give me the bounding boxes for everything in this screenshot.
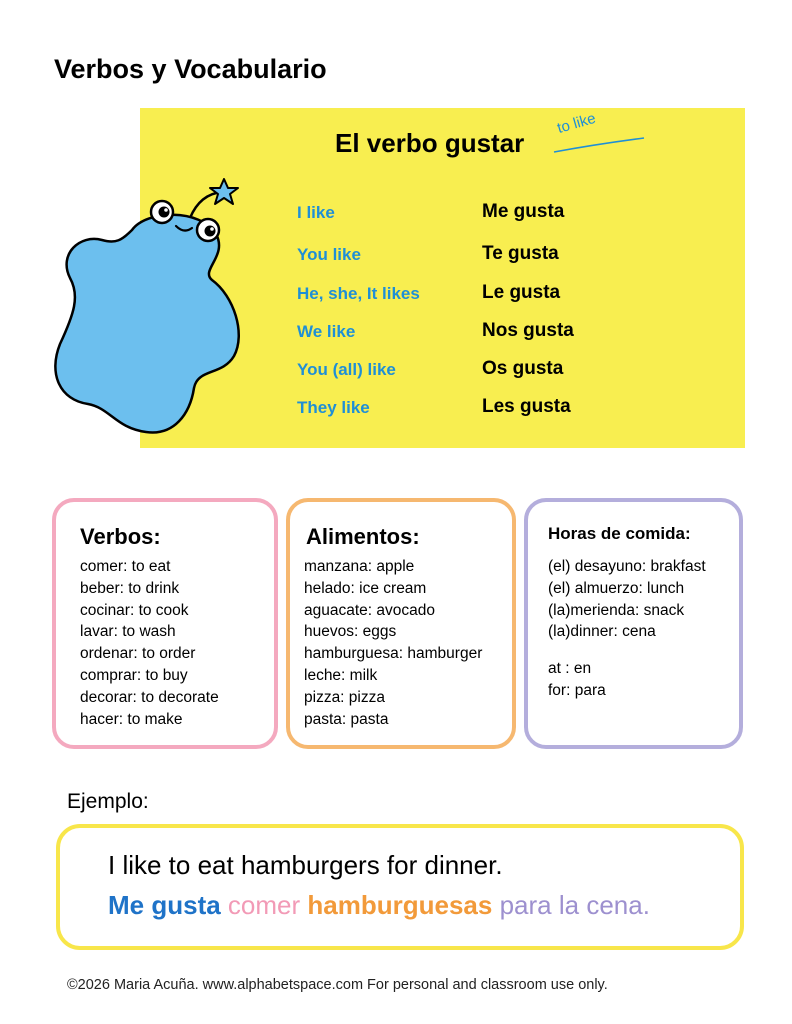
list-item: hamburguesa: hamburger — [304, 645, 483, 663]
spanish-form: Les gusta — [482, 396, 571, 417]
alimentos-list — [304, 556, 482, 730]
to-like-underline — [552, 136, 647, 156]
horas-card — [524, 498, 743, 749]
english-form: You (all) like — [297, 360, 396, 379]
list-item: leche: milk — [304, 666, 378, 684]
list-item: cocinar: to cook — [80, 601, 189, 619]
footer-copyright: ©2026 Maria Acuña. www.alphabetspace.com For personal and classroom use only. — [67, 977, 608, 993]
example-word-me-gusta: Me gusta — [108, 890, 221, 920]
spanish-form: Le gusta — [482, 282, 561, 303]
alimentos-title: Alimentos: — [306, 524, 420, 549]
list-item: helado: ice cream — [304, 579, 427, 597]
horas-title: Horas de comida: — [548, 524, 691, 543]
list-item: (el) almuerzo: lunch — [548, 579, 685, 597]
verbos-title: Verbos: — [80, 524, 161, 549]
ejemplo-label: Ejemplo: — [67, 790, 149, 813]
example-word-para-la-cena: para la cena. — [499, 890, 650, 920]
english-form: I like — [297, 203, 335, 222]
list-item: for: para — [548, 681, 606, 699]
list-item: (el) desayuno: brakfast — [548, 558, 706, 575]
example-spanish — [108, 890, 650, 921]
verbos-card — [52, 498, 278, 749]
blob-mascot-icon — [50, 178, 250, 440]
star-icon — [210, 179, 238, 204]
list-item: aguacate: avocado — [304, 601, 435, 619]
list-item: beber: to drink — [80, 579, 180, 597]
example-word-hamburguesas: hamburguesas — [307, 890, 493, 920]
list-item: huevos: eggs — [304, 623, 397, 641]
list-item: (la)merienda: snack — [548, 601, 685, 619]
list-item: (la)dinner: cena — [548, 623, 656, 641]
page-title: Verbos y Vocabulario — [54, 54, 327, 84]
english-form: You like — [297, 245, 361, 264]
example-box — [56, 824, 744, 950]
list-item: lavar: to wash — [80, 623, 176, 641]
to-like-annotation: to like — [555, 109, 598, 137]
list-item: manzana: apple — [304, 558, 415, 575]
spanish-form: Te gusta — [482, 243, 559, 264]
list-item: pasta: pasta — [304, 710, 389, 728]
list-item: pizza: pizza — [304, 688, 385, 706]
spanish-form: Me gusta — [482, 201, 565, 222]
example-english: I like to eat hamburgers for dinner. — [108, 850, 503, 880]
example-word-comer: comer — [227, 890, 301, 920]
spanish-form: Os gusta — [482, 358, 564, 379]
horas-prepositions — [548, 658, 606, 702]
english-form: They like — [297, 398, 370, 417]
gustar-title: El verbo gustar — [335, 128, 525, 158]
english-form: He, she, It likes — [297, 284, 420, 303]
spanish-form: Nos gusta — [482, 320, 574, 341]
list-item: comprar: to buy — [80, 666, 188, 684]
list-item: hacer: to make — [80, 710, 183, 728]
list-item: ordenar: to order — [80, 645, 196, 663]
english-form: We like — [297, 322, 356, 341]
horas-list — [548, 556, 706, 643]
verbos-list — [80, 556, 219, 730]
list-item: decorar: to decorate — [80, 688, 219, 706]
list-item: at : en — [548, 660, 592, 677]
list-item: comer: to eat — [80, 558, 171, 575]
alimentos-card — [286, 498, 516, 749]
